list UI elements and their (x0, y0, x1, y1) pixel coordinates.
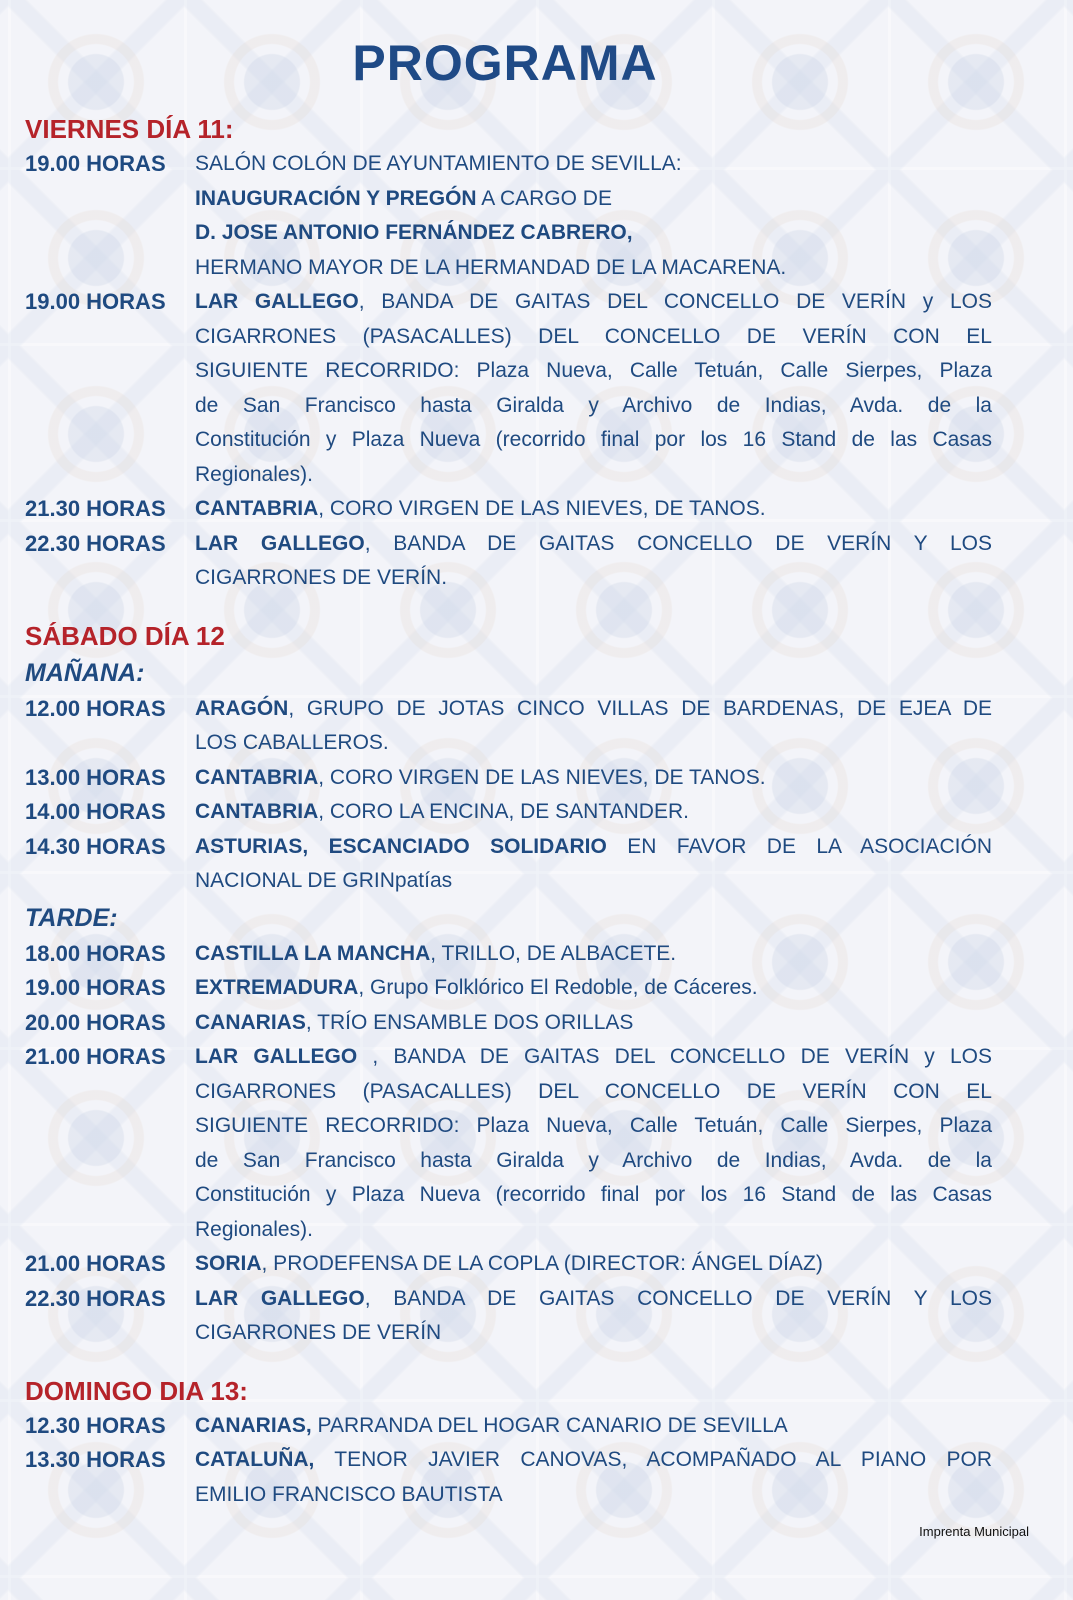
description-line (195, 182, 992, 217)
description-text: de San Francisco hasta Giralda y Archivo de Indias, Avda. de la (195, 1148, 992, 1172)
description-text: PARRANDA DEL HOGAR CANARIO DE SEVILLA (311, 1413, 788, 1437)
program-content (25, 111, 992, 1512)
description-text: CIGARRONES (PASACALLES) DEL CONCELLO DE VERÍN CON EL (195, 1079, 992, 1103)
performer-name: LAR GALLEGO (195, 1045, 358, 1068)
performer-name: CANARIAS (195, 1010, 306, 1034)
schedule-entry (25, 527, 992, 596)
description-line (195, 285, 992, 320)
day-heading: DOMINGO DIA 13: (25, 1375, 248, 1406)
printer-credit: Imprenta Municipal (919, 1524, 1029, 1539)
day-heading: SÁBADO DÍA 12 (25, 620, 225, 651)
description-text: , TRILLO, DE ALBACETE. (430, 941, 677, 965)
entry-description (195, 285, 992, 492)
entry-description (195, 1006, 992, 1041)
description-text: , BANDA DE GAITAS DEL CONCELLO DE VERÍN y LOS (357, 1045, 993, 1068)
description-text: EMILIO FRANCISCO BAUTISTA (195, 1482, 503, 1506)
description-text: SIGUIENTE RECORRIDO: Plaza Nueva, Calle Tetuán, Calle Sierpes, Plaza (195, 359, 992, 382)
description-text: , GRUPO DE JOTAS CINCO VILLAS DE BARDENAS, DE EJEA DE (288, 696, 992, 720)
schedule-entry (25, 1443, 992, 1512)
description-text: , Grupo Folklórico El Redoble, de Cáceres. (358, 976, 758, 999)
page-title: PROGRAMA (352, 35, 658, 91)
performer-name: CANTABRIA (195, 497, 319, 520)
entry-time: 19.00 HORAS (25, 151, 166, 176)
entry-time: 19.00 HORAS (25, 289, 166, 314)
performer-name: CASTILLA LA MANCHA (195, 941, 431, 965)
description-line (195, 251, 992, 286)
description-line (195, 354, 992, 389)
description-line (195, 830, 992, 865)
description-line (195, 147, 992, 182)
description-line (195, 423, 992, 458)
entry-time: 13.30 HORAS (25, 1447, 166, 1472)
entry-description (195, 830, 992, 899)
entry-description (195, 971, 992, 1006)
day-section (25, 111, 992, 596)
description-text: , CORO LA ENCINA, DE SANTANDER. (318, 800, 689, 823)
day-heading: VIERNES DÍA 11: (25, 114, 234, 144)
entry-time: 20.00 HORAS (25, 1009, 166, 1035)
schedule-entry (25, 971, 992, 1006)
performer-name: LAR GALLEGO (195, 531, 365, 555)
description-line (195, 561, 992, 596)
entry-description (195, 761, 992, 796)
performer-name: ASTURIAS, ESCANCIADO SOLIDARIO (195, 834, 607, 858)
description-line (195, 320, 992, 355)
description-text: Constitución y Plaza Nueva (recorrido final por los 16 Stand de las Casas (195, 428, 992, 451)
schedule-entry (25, 830, 992, 899)
schedule-entry (25, 1409, 992, 1444)
entry-description (195, 692, 992, 761)
entry-time: 14.00 HORAS (25, 799, 166, 824)
performer-name: INAUGURACIÓN Y PREGÓN (195, 186, 477, 210)
entry-time: 13.00 HORAS (25, 764, 166, 790)
day-section (25, 1373, 992, 1513)
description-line (195, 389, 992, 424)
description-text: TENOR JAVIER CANOVAS, ACOMPAÑADO AL PIANO POR (314, 1448, 992, 1471)
description-text: de San Francisco hasta Giralda y Archivo de Indias, Avda. de la (195, 393, 992, 417)
description-line (195, 1409, 992, 1444)
description-line (195, 1247, 992, 1282)
description-text: CIGARRONES DE VERÍN (195, 1321, 442, 1344)
description-line (195, 1443, 992, 1478)
description-text: HERMANO MAYOR DE LA HERMANDAD DE LA MACARENA. (195, 255, 787, 279)
description-text: , BANDA DE GAITAS CONCELLO DE VERÍN Y LOS (364, 1286, 992, 1310)
description-line (195, 492, 992, 527)
schedule-entry (25, 937, 992, 972)
description-line (195, 1144, 992, 1179)
schedule-entry (25, 1040, 992, 1247)
performer-name: CANTABRIA (195, 765, 319, 789)
performer-name: ARAGÓN (195, 696, 289, 720)
entry-description (195, 1040, 992, 1247)
description-line (195, 1006, 992, 1041)
description-line (195, 1478, 992, 1513)
description-line (195, 692, 992, 727)
description-line (195, 971, 992, 1006)
description-line (195, 864, 992, 899)
performer-name: LAR GALLEGO (195, 290, 359, 313)
entry-time: 12.30 HORAS (25, 1412, 166, 1438)
day-section (25, 618, 992, 1351)
schedule-entry (25, 761, 992, 796)
description-text: CIGARRONES (PASACALLES) DEL CONCELLO DE VERÍN CON EL (195, 324, 992, 348)
description-text: , CORO VIRGEN DE LAS NIEVES, DE TANOS. (318, 497, 766, 520)
period-heading: TARDE: (25, 903, 118, 932)
schedule-entry (25, 1282, 992, 1351)
description-text: NACIONAL DE GRINpatías (195, 869, 453, 892)
description-line (195, 937, 992, 972)
description-text: CIGARRONES DE VERÍN. (195, 566, 448, 589)
performer-name: CANARIAS, (195, 1413, 312, 1437)
entry-time: 14.30 HORAS (25, 833, 166, 859)
entry-time: 22.30 HORAS (25, 1285, 166, 1311)
entry-description (195, 1443, 992, 1512)
entry-time: 19.00 HORAS (25, 975, 166, 1000)
entry-description (195, 527, 992, 596)
description-text: LOS CABALLEROS. (195, 731, 389, 754)
description-line (195, 527, 992, 562)
entry-description (195, 795, 992, 830)
entry-time: 12.00 HORAS (25, 695, 166, 721)
description-text: Constitución y Plaza Nueva (recorrido final por los 16 Stand de las Casas (195, 1183, 992, 1206)
description-text: Regionales). (195, 462, 313, 486)
description-line (195, 1040, 992, 1075)
entry-time: 21.00 HORAS (25, 1251, 166, 1276)
entry-description (195, 492, 992, 527)
entry-time: 21.30 HORAS (25, 496, 166, 521)
schedule-entry (25, 285, 992, 492)
description-text: A CARGO DE (476, 186, 612, 210)
description-line (195, 1316, 992, 1351)
entry-description (195, 1282, 992, 1351)
schedule-entry (25, 492, 992, 527)
description-text: Regionales). (195, 1217, 313, 1241)
description-line (195, 795, 992, 830)
description-line (195, 458, 992, 493)
schedule-entry (25, 1247, 992, 1282)
performer-name: CANTABRIA (195, 800, 319, 823)
period-heading: MAÑANA: (25, 658, 145, 687)
entry-time: 18.00 HORAS (25, 940, 166, 966)
schedule-entry (25, 147, 992, 285)
description-line (195, 1109, 992, 1144)
description-text: SIGUIENTE RECORRIDO: Plaza Nueva, Calle Tetuán, Calle Sierpes, Plaza (195, 1114, 992, 1137)
schedule-entry (25, 1006, 992, 1041)
description-line (195, 1178, 992, 1213)
entry-description (195, 1409, 992, 1444)
description-text: , BANDA DE GAITAS CONCELLO DE VERÍN Y LOS (364, 531, 992, 555)
description-text: , PRODEFENSA DE LA COPLA (DIRECTOR: ÁNGEL DÍAZ) (261, 1252, 823, 1275)
performer-name: SORIA (195, 1252, 262, 1275)
entry-time: 22.30 HORAS (25, 530, 166, 556)
entry-time: 21.00 HORAS (25, 1044, 166, 1069)
performer-name: CATALUÑA, (195, 1448, 315, 1471)
description-line (195, 216, 992, 251)
description-text: SALÓN COLÓN DE AYUNTAMIENTO DE SEVILLA: (195, 152, 682, 175)
schedule-entry (25, 692, 992, 761)
performer-name: EXTREMADURA (195, 976, 359, 999)
performer-name: LAR GALLEGO (195, 1286, 365, 1310)
description-text: EN FAVOR DE LA ASOCIACIÓN (606, 834, 992, 858)
schedule-entry (25, 795, 992, 830)
description-line (195, 1282, 992, 1317)
description-line (195, 761, 992, 796)
description-text: , TRÍO ENSAMBLE DOS ORILLAS (305, 1010, 634, 1034)
description-text: , BANDA DE GAITAS DEL CONCELLO DE VERÍN y LOS (358, 290, 992, 313)
entry-description (195, 937, 992, 972)
description-line (195, 1075, 992, 1110)
description-text: , CORO VIRGEN DE LAS NIEVES, DE TANOS. (318, 765, 766, 789)
performer-name: D. JOSE ANTONIO FERNÁNDEZ CABRERO, (195, 221, 633, 244)
entry-description (195, 1247, 992, 1282)
description-line (195, 1213, 992, 1248)
entry-description (195, 147, 992, 285)
description-line (195, 726, 992, 761)
